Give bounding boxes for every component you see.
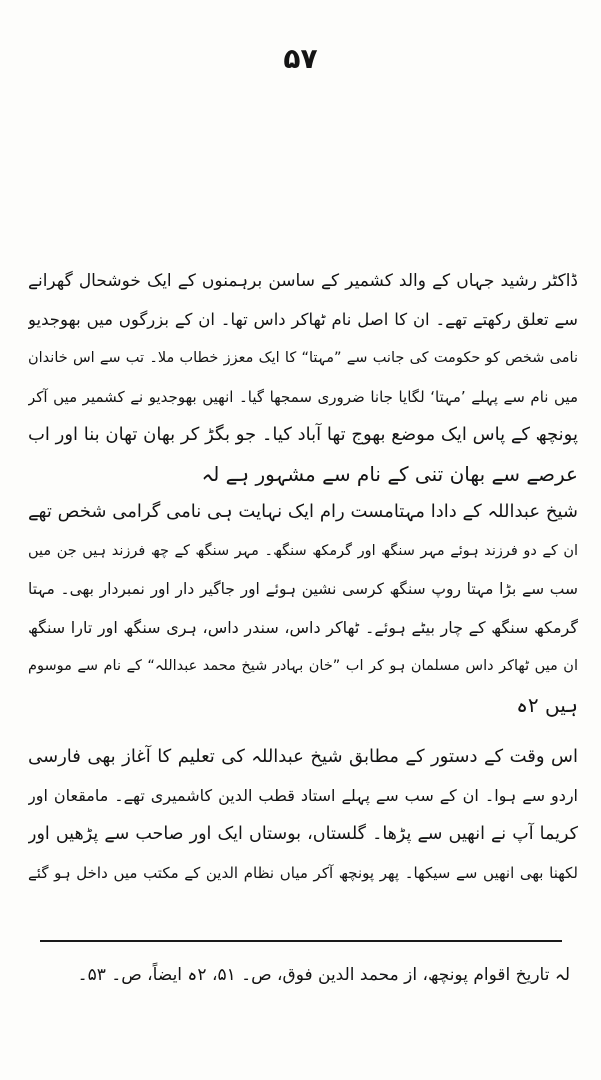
footnote-divider	[40, 940, 562, 942]
text-line: ڈاکٹر رشید جہاں کے والد کشمیر کے ساسن برہمنوں کے ایک خوشحال گھرانے	[28, 271, 578, 291]
text-line: سے تعلق رکھتے تھے۔ ان کا اصل نام ٹھاکر داس تھا۔ ان کے بزرگوں میں بھوجدیو	[28, 309, 578, 329]
text-line: کریما آپ نے انھیں سے پڑھا۔ گلستاں، بوستاں ایک اور صاحب سے پڑھیں اور	[28, 824, 578, 844]
text-line: شیخ عبداللہ کے دادا مہتامست رام ایک نہایت ہی نامی گرامی شخص تھے	[28, 501, 578, 522]
body-text	[28, 262, 578, 892]
paragraph-1	[28, 262, 578, 493]
text-line: ان کے دو فرزند ہوئے مہر سنگھ اور گرمکھ سنگھ۔ مہر سنگھ کے چھ فرزند ہیں جن میں	[28, 542, 578, 559]
text-line: عرصے سے بھان تنی کے نام سے مشہور ہے لہ	[201, 461, 578, 486]
text-line: اردو سے ہوا۔ ان کے سب سے پہلے استاد قطب الدین کاشمیری تھے۔ مامقعان اور	[28, 785, 578, 805]
page-number: ۵۷	[283, 42, 318, 75]
footnote: لہ تاریخ اقوام پونچھ، از محمد الدین فوق، ص۔ ۵۱، ٢ہ ایضاً، ص۔ ۵۳۔	[77, 965, 570, 985]
text-line: لکھنا بھی انھیں سے سیکھا۔ پھر پونچھ آکر میاں نظام الدین کے مکتب میں داخل ہو گئے	[28, 863, 578, 882]
text-line: پونچھ کے پاس ایک موضع بھوج تھا آباد کیا۔ جو بگڑ کر بھان تھان بنا اور اب	[28, 424, 578, 445]
paragraph-gap	[28, 724, 578, 738]
text-line: گرمکھ سنگھ کے چار بیٹے ہوئے۔ ٹھاکر داس، سندر داس، ہری سنگھ اور تارا سنگھ	[28, 617, 578, 637]
text-line: میں نام سے پہلے ’مہتا‘ لگایا جانا ضروری سمجھا گیا۔ انھیں بھوجدیو نے کشمیر میں آکر	[28, 387, 578, 406]
text-line: ہیں ٢ہ	[516, 692, 578, 717]
text-line: نامی شخص کو حکومت کی جانب سے ”مہتا“ کا ایک معزز خطاب ملا۔ تب سے اس خاندان	[28, 350, 578, 366]
text-line: ان میں ٹھاکر داس مسلمان ہو کر اب ”خان بہادر شیخ محمد عبداللہ“ کے نام سے موسوم	[28, 658, 578, 674]
paragraph-2	[28, 493, 578, 724]
text-line: سب سے بڑا مہتا روپ سنگھ کرسی نشین ہوئے اور جاگیر دار اور نمبردار بھی۔ مہتا	[28, 580, 578, 598]
text-line: اس وقت کے دستور کے مطابق شیخ عبداللہ کی تعلیم کا آغاز بھی فارسی	[28, 746, 578, 767]
paragraph-3	[28, 738, 578, 892]
